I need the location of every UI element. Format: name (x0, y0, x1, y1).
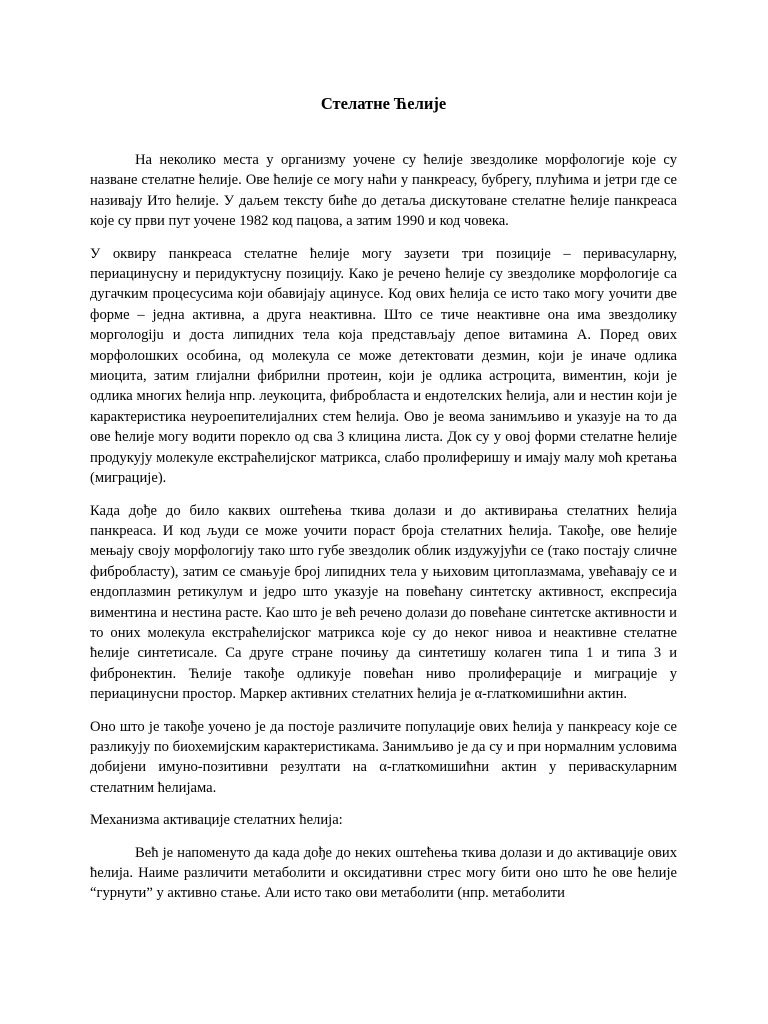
paragraph-mechanism: Већ је напоменуто да када дође до неких оштећења ткива долази и до активације ових ћелија. Наиме различити метаболити и оксидативни стрес могу бити оно што ће ове ћелије “гурнути” у активно стање. Али исто тако ови метаболити (нпр. метаболити (90, 844, 677, 902)
paragraph-intro: На неколико места у организму уочене су ћелије звездолике морфологије које су назване стелатне ћелије. Ове ћелије се могу наћи у панкреасу, бубрегу, плућима и јетри где се називају Ито ћелије. У даљем тексту биће до детаља дискутоване стелатне ћелије панкреаса које су први пут уочене 1982 код пацова, а затим 1990 и код човека. (90, 152, 677, 230)
section-heading-mechanism: Механизма активације стелатних ћелија: (90, 812, 343, 829)
paragraph-pancreas-positions: У оквиру панкреаса стелатне ћелије могу заузети три позиције – перивасуларну, периацинусну и перидуктусну позицију. Како је речено ћелије су звездолике морфологије са дугачким процесусима који обавијају ацинусе. Код ових ћелија се исто тако могу уочити две форме – једна активна, а друга неактивна. Што се тиче неактивне она има звездолику морголоgiju и доста липидних тела која представљају депое витамина А. Поред ових морфолошких особина, од молекула се може детектовати дезмин, који је иначе одлика миоцита, затим глијални фибрилни протеин, који је одлика астроцита, виментин, који је одлика многих ћелија нпр. леукоцита, фибробласта и ендотелских ћелија, али и нестин који је карактеристика неуроепителијалних стем ћелија. Ово је веома занимљиво и указује на то да ове ћелије могу водити порекло од сва 3 клицина листа. Док су у овој форми стелатне ћелије продукују молекуле екстраћелијског матрикса, слабо пролиферишу и имају малу моћ кретања (миграције). (90, 245, 677, 487)
paragraph-populations: Оно што је такође уочено је да постоје различите популације ових ћелија у панкреасу које се разликују по биохемијским карактеристикама. Занимљиво је да су и при нормалним условима добијени имуно-позитивни резултати на α-глаткомишићни актин у периваскуларним стелатним ћелијама. (90, 718, 677, 796)
document-title: Стелатне Ћелије (320, 94, 447, 113)
paragraph-activation: Када дође до било каквих оштећења ткива долази и до активирања стелатних ћелија панкреаса. И код људи се може уочити пораст броја стелатних ћелија. Такође, ове ћелије мењају своју морфологију тако што губе звездолик облик издужујући се (тако постају сличне фибробласту), затим се смањује број липидних тела у њиховим цитоплазмама, увећавају се и ендоплазмин ретикулум и једро што указује на повећану синтетску активност, експресија виментина и нестина расте. Као што је већ речено долази до повећане синтетске активности и то оних молекула екстраћелијског матрикса које су до неког нивоа и неактивне стелатне ћелије синтетисале. Са друге стране почињу да синтетишу колаген типа 1 и типа 3 и фибронектин. Ћелије такође одликује повећан ниво пролиферације и миграције у периацинусни простор. Маркер активних стелатних ћелија је α-глаткомишићни актин. (90, 502, 677, 703)
document-body (90, 92, 677, 916)
